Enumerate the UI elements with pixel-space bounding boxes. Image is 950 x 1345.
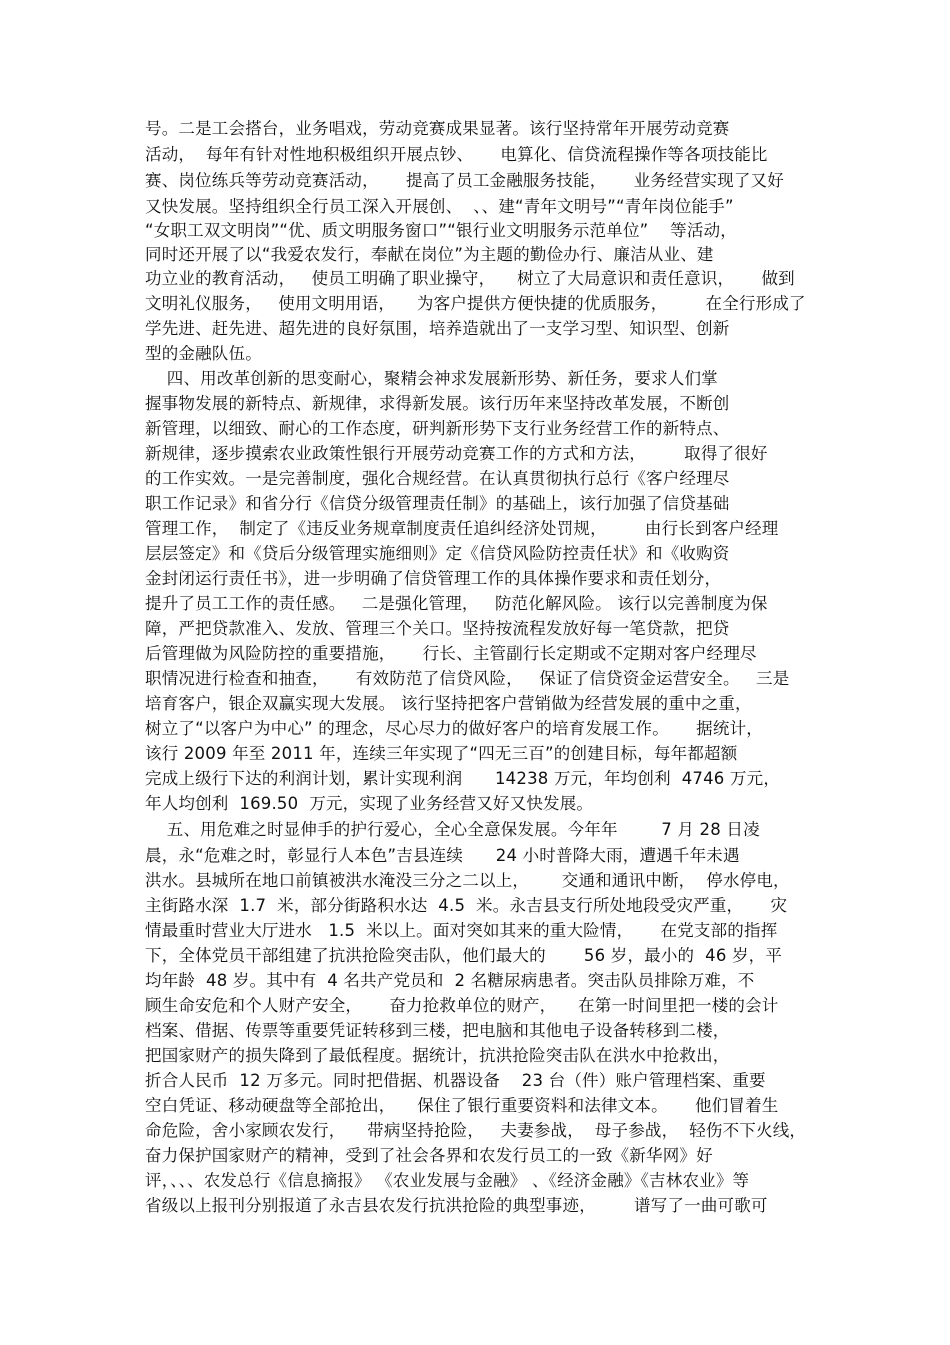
text-line: 顾生命安危和个人财产安全， 奋力抢救单位的财产， 在第一时间里把一楼的会计: [145, 996, 779, 1015]
text-line: 四、用改革创新的思变耐心，聚精会神求发展新形势、新任务，要求人们掌: [145, 369, 718, 388]
text-line: 主街路水深 1.7 米，部分街路积水达 4.5 米。永吉县支行所处地段受灾严重， 灾: [145, 896, 788, 915]
text-line: 培育客户，银企双赢实现大发展。 该行坚持把客户营销做为经营发展的重中之重，: [145, 694, 752, 713]
text-line: 又快发展。坚持组织全行员工深入开展创、 、、建“青年文明号”“青年岗位能手”: [145, 197, 734, 216]
text-line: 层层签定》和《贷后分级管理实施细则》定《信贷风险防控责任状》和《收购资: [145, 544, 730, 563]
text-line: 握事物发展的新特点、新规律，求得新发展。该行历年来坚持改革发展，不断创: [145, 394, 730, 413]
text-line: 年人均创利 169.50 万元，实现了业务经营又好又快发展。: [145, 794, 594, 813]
text-line: 职工作记录》和省分行《信贷分级管理责任制》的基础上，该行加强了信贷基础: [145, 494, 730, 513]
text-line: 新管理，以细致、耐心的工作态度，研判新形势下支行业务经营工作的新特点、: [145, 419, 730, 438]
text-line: 完成上级行下达的利润计划，累计实现利润 14238 万元，年均创利 4746 万元，: [145, 769, 781, 788]
text-line: 洪水。县城所在地口前镇被洪水淹没三分之二以上， 交通和通讯中断， 停水停电，: [145, 871, 790, 890]
text-line: 下，全体党员干部组建了抗洪抢险突击队，他们最大的 56 岁，最小的 46 岁，平: [145, 946, 783, 965]
text-line: 赛、岗位练兵等劳动竞赛活动， 提高了员工金融服务技能， 业务经营实现了又好: [145, 171, 784, 190]
text-line: 学先进、赶先进、超先进的良好氛围，培养造就出了一支学习型、知识型、创新: [145, 319, 730, 338]
text-line: 活动， 每年有针对性地积极组织开展点钞、 电算化、信贷流程操作等各项技能比: [145, 145, 768, 164]
text-line: 型的金融队伍。: [145, 344, 262, 363]
text-line: 同时还开展了以“我爱农发行，奉献在岗位”为主题的勤俭办行、廉洁从业、建: [145, 245, 714, 264]
text-line: 评，、、、农发总行《信息摘报》 《农业发展与金融》 、《经济金融》《吉林农业》等: [145, 1171, 750, 1190]
text-line: 把国家财产的损失降到了最低程度。据统计，抗洪抢险突击队在洪水中抢救出，: [145, 1046, 730, 1065]
text-line: 命危险，舍小家顾农发行， 带病坚持抢险， 夫妻参战， 母子参战， 轻伤不下火线，: [145, 1121, 807, 1140]
text-line: 职情况进行检查和抽查， 有效防范了信贷风险， 保证了信贷资金运营安全。 三是: [145, 669, 790, 688]
text-line: 均年龄 48 岁。其中有 4 名共产党员和 2 名糖尿病患者。突击队员排除万难，不: [145, 971, 755, 990]
text-line: 奋力保护国家财产的精神，受到了社会各界和农发行员工的一致《新华网》好: [145, 1146, 713, 1165]
text-line: 省级以上报刊分别报道了永吉县农发行抗洪抢险的典型事迹， 谱写了一曲可歌可: [145, 1196, 768, 1215]
text-line: 新规律，逐步摸索农业政策性银行开展劳动竞赛工作的方式和方法， 取得了很好: [145, 444, 768, 463]
text-line: 障，严把贷款准入、发放、管理三个关口。坚持按流程发放好每一笔贷款，把贷: [145, 619, 730, 638]
text-line: 的工作实效。一是完善制度，强化合规经营。在认真贯彻执行总行《客户经理尽: [145, 469, 730, 488]
text-line: 文明礼仪服务， 使用文明用语， 为客户提供方便快捷的优质服务， 在全行形成了: [145, 294, 806, 313]
text-line: 金封闭运行责任书》，进一步明确了信贷管理工作的具体操作要求和责任划分，: [145, 569, 722, 588]
text-line: 五、用危难之时显伸手的护行爱心，全心全意保发展。今年年 7 月 28 日凌: [145, 820, 760, 839]
text-line: 折合人民币 12 万多元。同时把借据、机器设备 23 台（件）账户管理档案、重要: [145, 1071, 766, 1090]
text-line: 该行 2009 年至 2011 年，连续三年实现了“四无三百”的创建目标，每年都超额: [145, 744, 738, 763]
text-line: 档案、借据、传票等重要凭证转移到三楼，把电脑和其他电子设备转移到二楼，: [145, 1021, 730, 1040]
text-line: 后管理做为风险防控的重要措施， 行长、主管副行长定期或不定期对客户经理尽: [145, 644, 757, 663]
text-line: 情最重时营业大厅进水 1.5 米以上。面对突如其来的重大险情， 在党支部的指挥: [145, 921, 778, 940]
text-line: 树立了“以客户为中心” 的理念，尽心尽力的做好客户的培育发展工作。 据统计，: [145, 719, 763, 738]
text-line: 号。二是工会搭台，业务唱戏，劳动竞赛成果显著。该行坚持常年开展劳动竞赛: [145, 119, 730, 138]
text-line: 晨，永“危难之时，彰显行人本色”吉县连续 24 小时普降大雨，遭遇千年未遇: [145, 846, 740, 865]
text-line: 提升了员工工作的责任感。 二是强化管理， 防范化解风险。 该行以完善制度为保: [145, 594, 768, 613]
text-line: 管理工作， 制定了《违反业务规章制度责任追纠经济处罚规， 由行长到客户经理: [145, 519, 779, 538]
text-line: 空白凭证、移动硬盘等全部抢出， 保住了银行重要资料和法律文本。 他们冒着生: [145, 1096, 779, 1115]
text-line: 功立业的教育活动， 使员工明确了职业操守， 树立了大局意识和责任意识， 做到: [145, 269, 795, 288]
text-line: “女职工双文明岗”“优、质文明服务窗口”“银行业文明服务示范单位” 等活动，: [145, 221, 737, 240]
